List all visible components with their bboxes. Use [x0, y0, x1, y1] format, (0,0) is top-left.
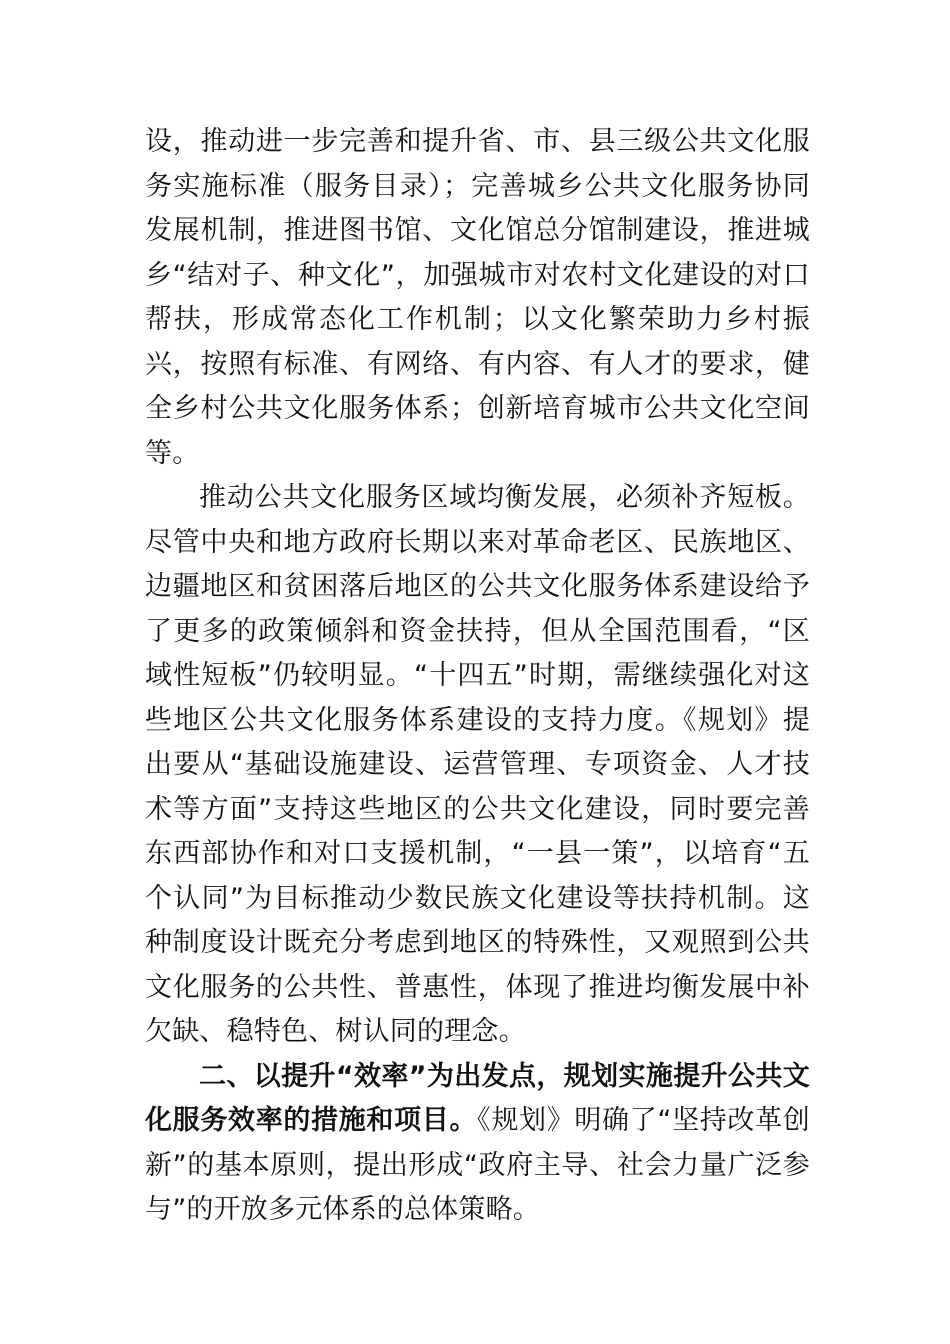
paragraph-efficiency-body: 《规划》明确了“坚持改革创新”的基本原则，提出形成“政府主导、社会力量广泛参与”的开放多元体系的总体策略。 [145, 1105, 810, 1225]
paragraph-regional-balance: 推动公共文化服务区域均衡发展，必须补齐短板。尽管中央和地方政府长期以来对革命老区、民族地区、边疆地区和贫困落后地区的公共文化服务体系建设给予了更多的政策倾斜和资金扶持，但从全国范围看，“区域性短板”仍较明显。“十四五”时期，需继续强化对这些地区公共文化服务体系建设的支持力度。《规划》提出要从“基础设施建设、运营管理、专项资金、人才技术等方面”支持这些地区的公共文化建设，同时要完善东西部协作和对口支援机制，“一县一策”，以培育“五个认同”为目标推动少数民族文化建设等扶持机制。这种制度设计既充分考虑到地区的特殊性，又观照到公共文化服务的公共性、普惠性，体现了推进均衡发展中补欠缺、稳特色、树认同的理念。 [145, 482, 810, 1047]
document-body [145, 120, 810, 1233]
paragraph-efficiency [145, 1055, 810, 1233]
section-heading-efficiency: 二、以提升“效率”为出发点，规划实施提升公共文化服务效率的措施和项目。 [145, 1060, 810, 1136]
paragraph-continuation: 设，推动进一步完善和提升省、市、县三级公共文化服务实施标准（服务目录）；完善城乡公共文化服务协同发展机制，推进图书馆、文化馆总分馆制建设，推进城乡“结对子、种文化”，加强城市对农村文化建设的对口帮扶，形成常态化工作机制；以文化繁荣助力乡村振兴，按照有标准、有网络、有内容、有人才的要求，健全乡村公共文化服务体系；创新培育城市公共文化空间等。 [145, 126, 810, 469]
